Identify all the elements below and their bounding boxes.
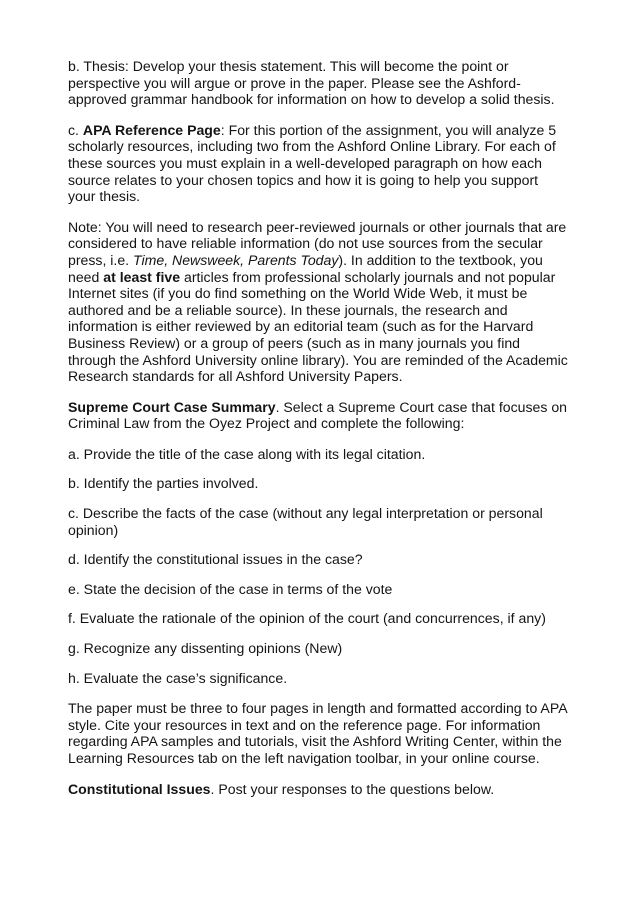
format-paragraph: The paper must be three to four pages in length and formatted according to APA style. Cite your resources in text and on the reference page. For information regarding APA samples and tutorials, visit the Ashford Writing Center, within the Learning Resources tab on the left navigation toolbar, in your online course. [68,700,567,766]
constitutional-issues-body: . Post your responses to the questions below. [210,780,495,797]
list-item: h. Evaluate the case’s significance. [68,669,288,686]
apa-prefix: c. [68,121,83,138]
list-item: c. Describe the facts of the case (without any legal interpretation or personal opinion) [68,505,543,538]
thesis-paragraph [68,58,568,108]
note-examples: Time, Newsweek, Parents Today [133,251,339,268]
apa-body: : For this portion of the assignment, you will analyze 5 scholarly resources, including two from the Ashford Online Library. For each of these sources you must explain in a well-developed paragraph on how each source relates to your chosen topics and how it is going to help you support your thesis. [68,121,557,205]
note-paragraph [68,219,568,385]
list-item: e. State the decision of the case in terms of the vote [68,580,393,597]
document-page [68,58,568,811]
constitutional-issues-paragraph [68,781,568,798]
note-part-3: articles from professional scholarly journals and not popular Internet sites (if you do find something on the World Wide Web, it must be authored and be a reliable source). In these journals, the research and information is either reviewed by an editorial team (such as for the Harvard Business Review) or a group of peers (such as in many journals you find through the Ashford University online library). You are reminded of the Academic Research standards for all Ashford University Papers. [68,268,568,385]
constitutional-issues-heading: Constitutional Issues [68,780,211,797]
note-emphasis: at least five [103,268,181,285]
note-part-1: Note: You will need to research peer-reviewed journals or other journals that are considered to have reliable information (do not use sources from the secular press, i.e. [68,218,567,268]
thesis-text: b. Thesis: Develop your thesis statement. This will become the point or perspective you will argue or prove in the paper. Please see the Ashford-approved grammar handbook for information on how to develop a solid thesis. [68,58,555,108]
apa-reference-paragraph [68,122,568,205]
supreme-court-paragraph [68,399,568,432]
apa-heading: APA Reference Page [82,121,221,138]
list-item: d. Identify the constitutional issues in the case? [68,551,363,568]
supreme-court-body: . Select a Supreme Court case that focuses on Criminal Law from the Oyez Project and complete the following: [68,398,567,432]
list-item: f. Evaluate the rationale of the opinion of the court (and concurrences, if any) [68,610,546,627]
list-item: b. Identify the parties involved. [68,475,259,492]
list-item: a. Provide the title of the case along with its legal citation. [68,445,426,462]
list-item: g. Recognize any dissenting opinions (New) [68,640,343,657]
supreme-court-heading: Supreme Court Case Summary [68,398,276,415]
note-part-2: ). In addition to the textbook, you need [68,251,543,285]
